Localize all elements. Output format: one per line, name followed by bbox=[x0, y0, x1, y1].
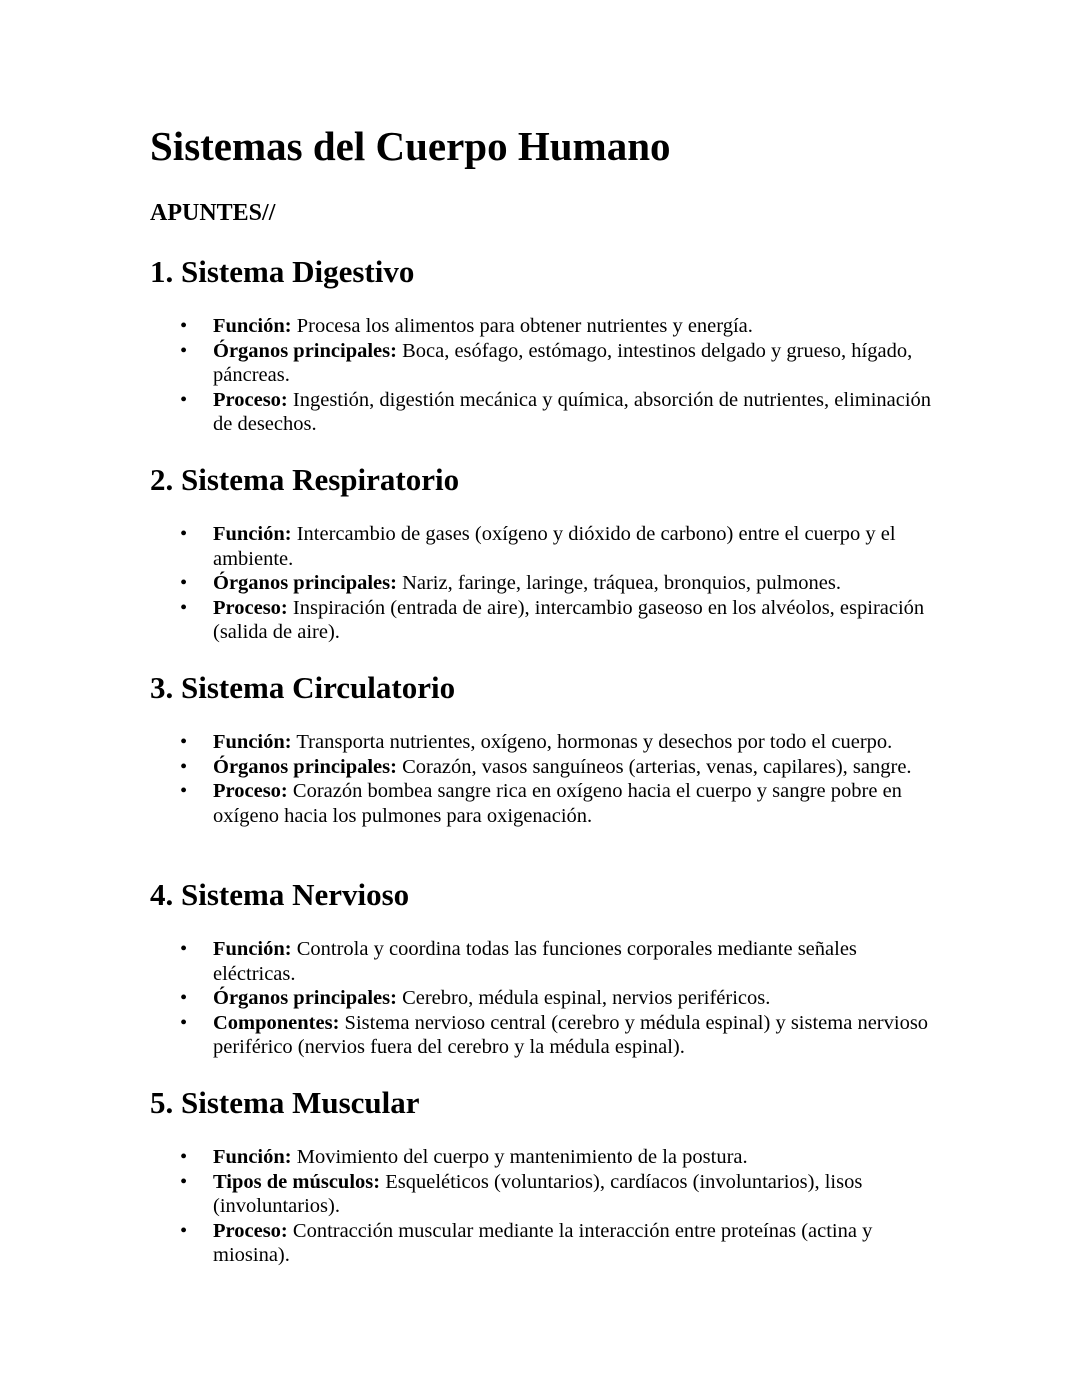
list-item bbox=[150, 388, 933, 437]
notes-label: APUNTES// bbox=[150, 200, 276, 226]
list-item bbox=[150, 1219, 933, 1268]
page-title: Sistemas del Cuerpo Humano bbox=[150, 123, 671, 169]
bullet-list bbox=[150, 1145, 950, 1268]
item-text: Intercambio de gases (oxígeno y dióxido de carbono) entre el cuerpo y el ambiente. bbox=[213, 523, 896, 570]
item-term: Órganos principales: bbox=[213, 755, 397, 778]
bullet-icon: • bbox=[180, 755, 188, 778]
bullet-icon: • bbox=[180, 938, 188, 961]
item-text: Nariz, faringe, laringe, tráquea, bronquios, pulmones. bbox=[396, 572, 841, 595]
bullet-list bbox=[150, 522, 950, 645]
section-respiratory bbox=[150, 461, 950, 645]
item-term: Función: bbox=[213, 315, 292, 338]
item-term: Órganos principales: bbox=[213, 572, 397, 595]
section-heading: 1. Sistema Digestivo bbox=[150, 254, 415, 289]
list-item bbox=[150, 937, 933, 986]
bullet-icon: • bbox=[180, 388, 188, 411]
section-heading: 3. Sistema Circulatorio bbox=[150, 670, 456, 705]
bullet-icon: • bbox=[180, 339, 188, 362]
list-item bbox=[150, 779, 933, 828]
bullet-icon: • bbox=[180, 987, 188, 1010]
item-term: Función: bbox=[213, 1146, 292, 1169]
item-text: Esqueléticos (voluntarios), cardíacos (involuntarios), lisos (involuntarios). bbox=[213, 1170, 863, 1218]
item-term: Órganos principales: bbox=[213, 987, 397, 1010]
item-text: Controla y coordina todas las funciones corporales mediante señales eléctricas. bbox=[213, 938, 857, 985]
item-text: Boca, esófago, estómago, intestinos delgado y grueso, hígado, páncreas. bbox=[213, 339, 913, 387]
list-item bbox=[150, 755, 933, 780]
bullet-icon: • bbox=[180, 315, 188, 338]
list-item bbox=[150, 596, 933, 645]
item-text: Procesa los alimentos para obtener nutrientes y energía. bbox=[291, 315, 753, 338]
item-text: Cerebro, médula espinal, nervios periféricos. bbox=[396, 987, 771, 1010]
bullet-icon: • bbox=[180, 1170, 188, 1193]
list-item bbox=[150, 339, 933, 388]
list-item bbox=[150, 314, 933, 339]
item-term: Proceso: bbox=[213, 780, 288, 803]
section-muscular bbox=[150, 1084, 950, 1268]
item-term: Componentes: bbox=[213, 1011, 340, 1034]
list-item bbox=[150, 1011, 933, 1060]
section-heading: 4. Sistema Nervioso bbox=[150, 877, 410, 912]
list-item bbox=[150, 986, 933, 1011]
item-text: Corazón, vasos sanguíneos (arterias, venas, capilares), sangre. bbox=[396, 755, 912, 778]
section-digestive bbox=[150, 253, 950, 437]
bullet-icon: • bbox=[180, 1146, 188, 1169]
bullet-icon: • bbox=[180, 1011, 188, 1034]
item-text: Ingestión, digestión mecánica y química, absorción de nutrientes, eliminación de desechos. bbox=[213, 388, 932, 436]
item-text: Movimiento del cuerpo y mantenimiento de la postura. bbox=[291, 1146, 748, 1169]
list-item bbox=[150, 522, 933, 571]
item-term: Función: bbox=[213, 938, 292, 961]
bullet-list bbox=[150, 314, 950, 437]
bullet-icon: • bbox=[180, 572, 188, 595]
item-term: Proceso: bbox=[213, 596, 288, 619]
item-text: Sistema nervioso central (cerebro y médula espinal) y sistema nervioso periférico (nervios fuera del cerebro y la médula espinal). bbox=[213, 1011, 929, 1059]
list-item bbox=[150, 730, 933, 755]
bullet-list bbox=[150, 937, 950, 1060]
item-term: Proceso: bbox=[213, 388, 288, 411]
item-term: Órganos principales: bbox=[213, 339, 397, 362]
list-item bbox=[150, 1145, 933, 1170]
list-item bbox=[150, 571, 933, 596]
bullet-icon: • bbox=[180, 780, 188, 803]
section-heading: 5. Sistema Muscular bbox=[150, 1085, 420, 1120]
item-term: Tipos de músculos: bbox=[213, 1170, 381, 1193]
item-text: Corazón bombea sangre rica en oxígeno hacia el cuerpo y sangre pobre en oxígeno hacia los pulmones para oxigenación. bbox=[213, 780, 902, 827]
bullet-list bbox=[150, 730, 950, 828]
section-heading: 2. Sistema Respiratorio bbox=[150, 462, 460, 497]
item-term: Función: bbox=[213, 523, 292, 546]
item-term: Función: bbox=[213, 731, 292, 754]
item-text: Contracción muscular mediante la interacción entre proteínas (actina y miosina). bbox=[213, 1219, 873, 1267]
list-item bbox=[150, 1170, 933, 1219]
item-term: Proceso: bbox=[213, 1219, 288, 1242]
section-nervous bbox=[150, 876, 950, 1060]
item-text: Inspiración (entrada de aire), intercambio gaseoso en los alvéolos, espiración (salida de aire). bbox=[213, 596, 925, 644]
bullet-icon: • bbox=[180, 731, 188, 754]
bullet-icon: • bbox=[180, 1219, 188, 1242]
bullet-icon: • bbox=[180, 596, 188, 619]
item-text: Transporta nutrientes, oxígeno, hormonas y desechos por todo el cuerpo. bbox=[291, 731, 893, 754]
section-circulatory bbox=[150, 669, 950, 828]
bullet-icon: • bbox=[180, 523, 188, 546]
